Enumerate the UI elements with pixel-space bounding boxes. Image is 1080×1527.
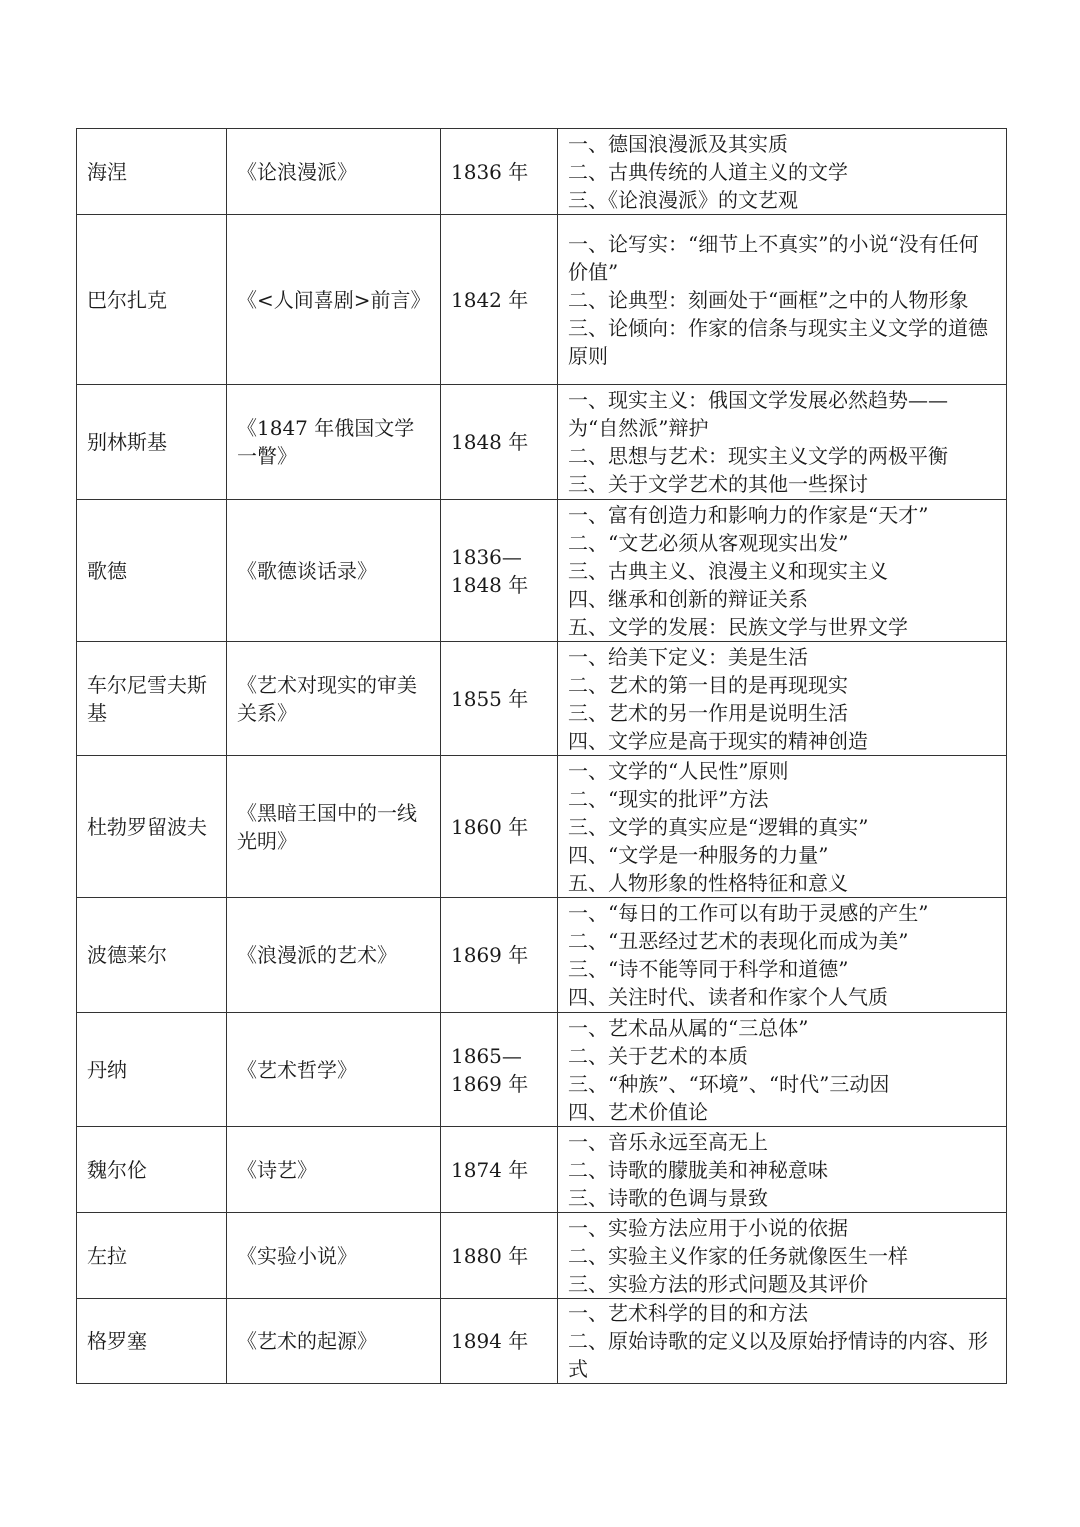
table-row [77,642,1007,756]
year-cell: 1894 年 [441,1299,558,1384]
work-title-cell: 《实验小说》 [227,1213,441,1299]
author-cell: 海涅 [77,129,227,215]
key-point: 一、给美下定义：美是生活 [568,644,808,669]
key-points-cell [558,756,1007,898]
year-cell: 1869 年 [441,898,558,1013]
year-cell: 1880 年 [441,1213,558,1299]
key-point: 三、论倾向：作家的信条与现实主义文学的道德原则 [568,315,988,368]
key-point: 一、德国浪漫派及其实质 [568,131,788,156]
year-cell: 1855 年 [441,642,558,756]
key-point: 一、文学的“人民性”原则 [568,758,789,783]
work-title-cell: 《黑暗王国中的一线光明》 [227,756,441,898]
table-row [77,385,1007,500]
work-title-cell: 《<人间喜剧>前言》 [227,215,441,385]
work-title-cell: 《诗艺》 [227,1127,441,1213]
table-row [77,756,1007,898]
key-point: 三、《论浪漫派》的文艺观 [568,187,798,212]
year-cell: 1836 年 [441,129,558,215]
key-point: 四、文学应是高于现实的精神创造 [568,728,868,753]
key-point: 一、富有创造力和影响力的作家是“天才” [568,502,929,527]
work-title-cell: 《1847 年俄国文学一瞥》 [227,385,441,500]
key-point: 一、“每日的工作可以有助于灵感的产生” [568,901,929,925]
key-point: 二、论典型：刻画处于“画框”之中的人物形象 [568,287,969,312]
key-points-cell [558,898,1007,1013]
table-row [77,1127,1007,1213]
key-point: 三、实验方法的形式问题及其评价 [568,1271,868,1296]
key-point: 四、艺术价值论 [568,1099,708,1124]
table-row [77,1299,1007,1384]
key-point: 二、关于艺术的本质 [568,1043,748,1068]
key-point: 三、古典主义、浪漫主义和现实主义 [568,558,888,583]
table-row [77,129,1007,215]
key-points-cell [558,500,1007,642]
author-cell: 魏尔伦 [77,1127,227,1213]
key-point: 一、现实主义：俄国文学发展必然趋势——为“自然派”辩护 [568,388,948,440]
key-point: 四、继承和创新的辩证关系 [568,586,808,611]
table-row [77,898,1007,1013]
table-row [77,215,1007,385]
author-cell: 丹纳 [77,1013,227,1127]
key-points-cell [558,385,1007,500]
table-row [77,1213,1007,1299]
key-point: 三、“诗不能等同于科学和道德” [568,957,849,981]
year-cell: 1874 年 [441,1127,558,1213]
key-point: 三、艺术的另一作用是说明生活 [568,700,848,725]
author-cell: 歌德 [77,500,227,642]
key-point: 一、艺术科学的目的和方法 [568,1301,808,1325]
key-point: 五、人物形象的性格特征和意义 [568,870,848,895]
key-point: 二、原始诗歌的定义以及原始抒情诗的内容、形式 [568,1329,988,1381]
work-title-cell: 《艺术哲学》 [227,1013,441,1127]
year-cell: 1848 年 [441,385,558,500]
key-point: 二、“丑恶经过艺术的表现化而成为美” [568,929,909,953]
key-point: 四、关注时代、读者和作家个人气质 [568,985,888,1009]
year-cell: 1865—1869 年 [441,1013,558,1127]
table-row [77,500,1007,642]
author-cell: 车尔尼雪夫斯基 [77,642,227,756]
key-points-cell [558,215,1007,385]
year-cell: 1860 年 [441,756,558,898]
key-point: 二、诗歌的朦胧美和神秘意味 [568,1157,828,1182]
key-points-cell [558,1299,1007,1384]
work-title-cell: 《歌德谈话录》 [227,500,441,642]
key-points-cell [558,1127,1007,1213]
key-point: 一、论写实：“细节上不真实”的小说“没有任何价值” [568,231,979,284]
key-point: 五、文学的发展：民族文学与世界文学 [568,614,908,639]
key-point: 二、艺术的第一目的是再现现实 [568,672,848,697]
author-cell: 巴尔扎克 [77,215,227,385]
literary-theory-table [76,128,1007,1384]
year-cell: 1836—1848 年 [441,500,558,642]
table-body [77,129,1007,1384]
key-points-cell [558,642,1007,756]
author-cell: 格罗塞 [77,1299,227,1384]
work-title-cell: 《艺术的起源》 [227,1299,441,1384]
author-cell: 左拉 [77,1213,227,1299]
key-point: 二、“文艺必须从客观现实出发” [568,530,849,555]
key-point: 一、艺术品从属的“三总体” [568,1015,809,1040]
key-point: 二、古典传统的人道主义的文学 [568,159,848,184]
author-cell: 波德莱尔 [77,898,227,1013]
key-point: 三、关于文学艺术的其他一些探讨 [568,472,868,496]
key-points-cell [558,1013,1007,1127]
table-row [77,1013,1007,1127]
key-point: 一、音乐永远至高无上 [568,1129,768,1154]
key-point: 三、“种族”、“环境”、“时代”三动因 [568,1071,890,1096]
author-cell: 杜勃罗留波夫 [77,756,227,898]
year-cell: 1842 年 [441,215,558,385]
work-title-cell: 《论浪漫派》 [227,129,441,215]
key-point: 四、“文学是一种服务的力量” [568,842,829,867]
author-cell: 别林斯基 [77,385,227,500]
key-point: 二、“现实的批评”方法 [568,786,769,811]
key-point: 三、文学的真实应是“逻辑的真实” [568,814,869,839]
key-points-cell [558,1213,1007,1299]
key-point: 三、诗歌的色调与景致 [568,1185,768,1210]
key-point: 一、实验方法应用于小说的依据 [568,1215,848,1240]
key-point: 二、实验主义作家的任务就像医生一样 [568,1243,908,1268]
work-title-cell: 《浪漫派的艺术》 [227,898,441,1013]
key-points-cell [558,129,1007,215]
key-point: 二、思想与艺术：现实主义文学的两极平衡 [568,444,948,468]
work-title-cell: 《艺术对现实的审美关系》 [227,642,441,756]
